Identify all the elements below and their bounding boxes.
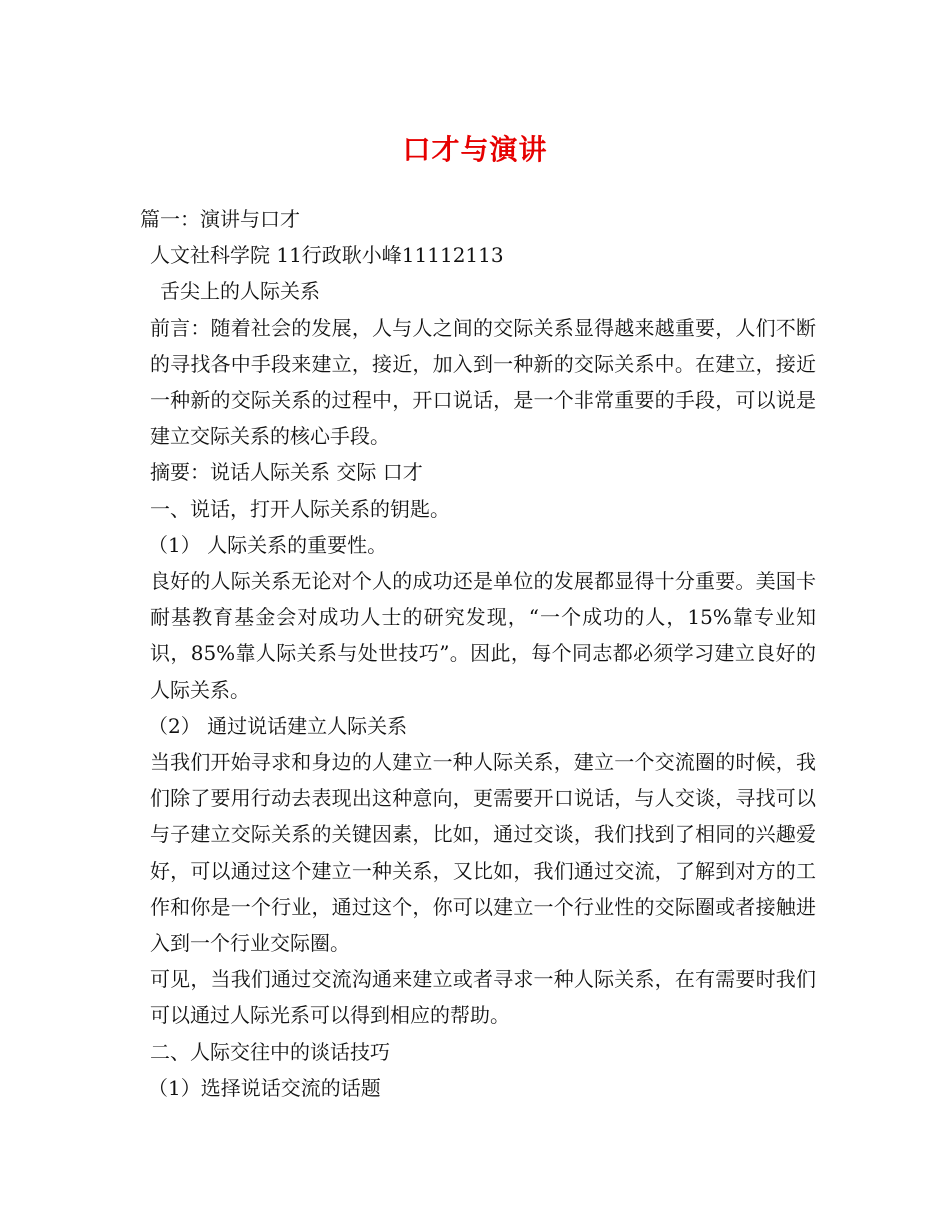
body-paragraph: 良好的人际关系无论对个人的成功还是单位的发展都显得十分重要。美国卡耐基教育基金会对成功人士的研究发现，“一个成功的人，15%靠专业知识，85%靠人际关系与处世技巧”。因此，每个同志都必须学习建立良好的人际关系。 [150, 569, 816, 702]
subtitle: 舌尖上的人际关系 [160, 279, 320, 304]
preface-paragraph: 前言：随着社会的发展，人与人之间的交际关系显得越来越重要，人们不断的寻找各中手段来建立，接近，加入到一种新的交际关系中。在建立，接近一种新的交际关系的过程中，开口说话，是一个非常重要的手段，可以说是建立交际关系的核心手段。 [150, 315, 816, 449]
document-body [140, 201, 816, 1106]
heading-one: 一、说话，打开人际关系的钥匙。 [150, 496, 450, 521]
author-line: 人文社科学院 11行政耿小峰11112113 [150, 243, 504, 268]
heading-two: 二、人际交往中的谈话技巧 [150, 1039, 390, 1064]
document-title: 口才与演讲 [402, 133, 548, 166]
subheading-1: （1） 人际关系的重要性。 [148, 532, 388, 557]
body-paragraph: 当我们开始寻求和身边的人建立一种人际关系，建立一个交流圈的时候，我们除了要用行动去表现出这种意向，更需要开口说话，与人交谈，寻找可以与子建立交际关系的关键因素，比如，通过交谈，我们找到了相同的兴趣爱好，可以通过这个建立一种关系，又比如，我们通过交流，了解到对方的工作和你是一个行业，通过这个，你可以建立一个行业性的交际圈或者接触进入到一个行业交际圈。 [150, 750, 816, 956]
abstract-line: 摘要：说话人际关系 交际 口才 [150, 460, 423, 485]
subheading-2: （2） 通过说话建立人际关系 [148, 713, 408, 738]
section-heading: 篇一：演讲与口才 [140, 207, 300, 231]
subheading-3: （1）选择说话交流的话题 [148, 1075, 381, 1100]
body-paragraph: 可见，当我们通过交流沟通来建立或者寻求一种人际关系，在有需要时我们可以通过人际光系可以得到相应的帮助。 [150, 967, 816, 1028]
